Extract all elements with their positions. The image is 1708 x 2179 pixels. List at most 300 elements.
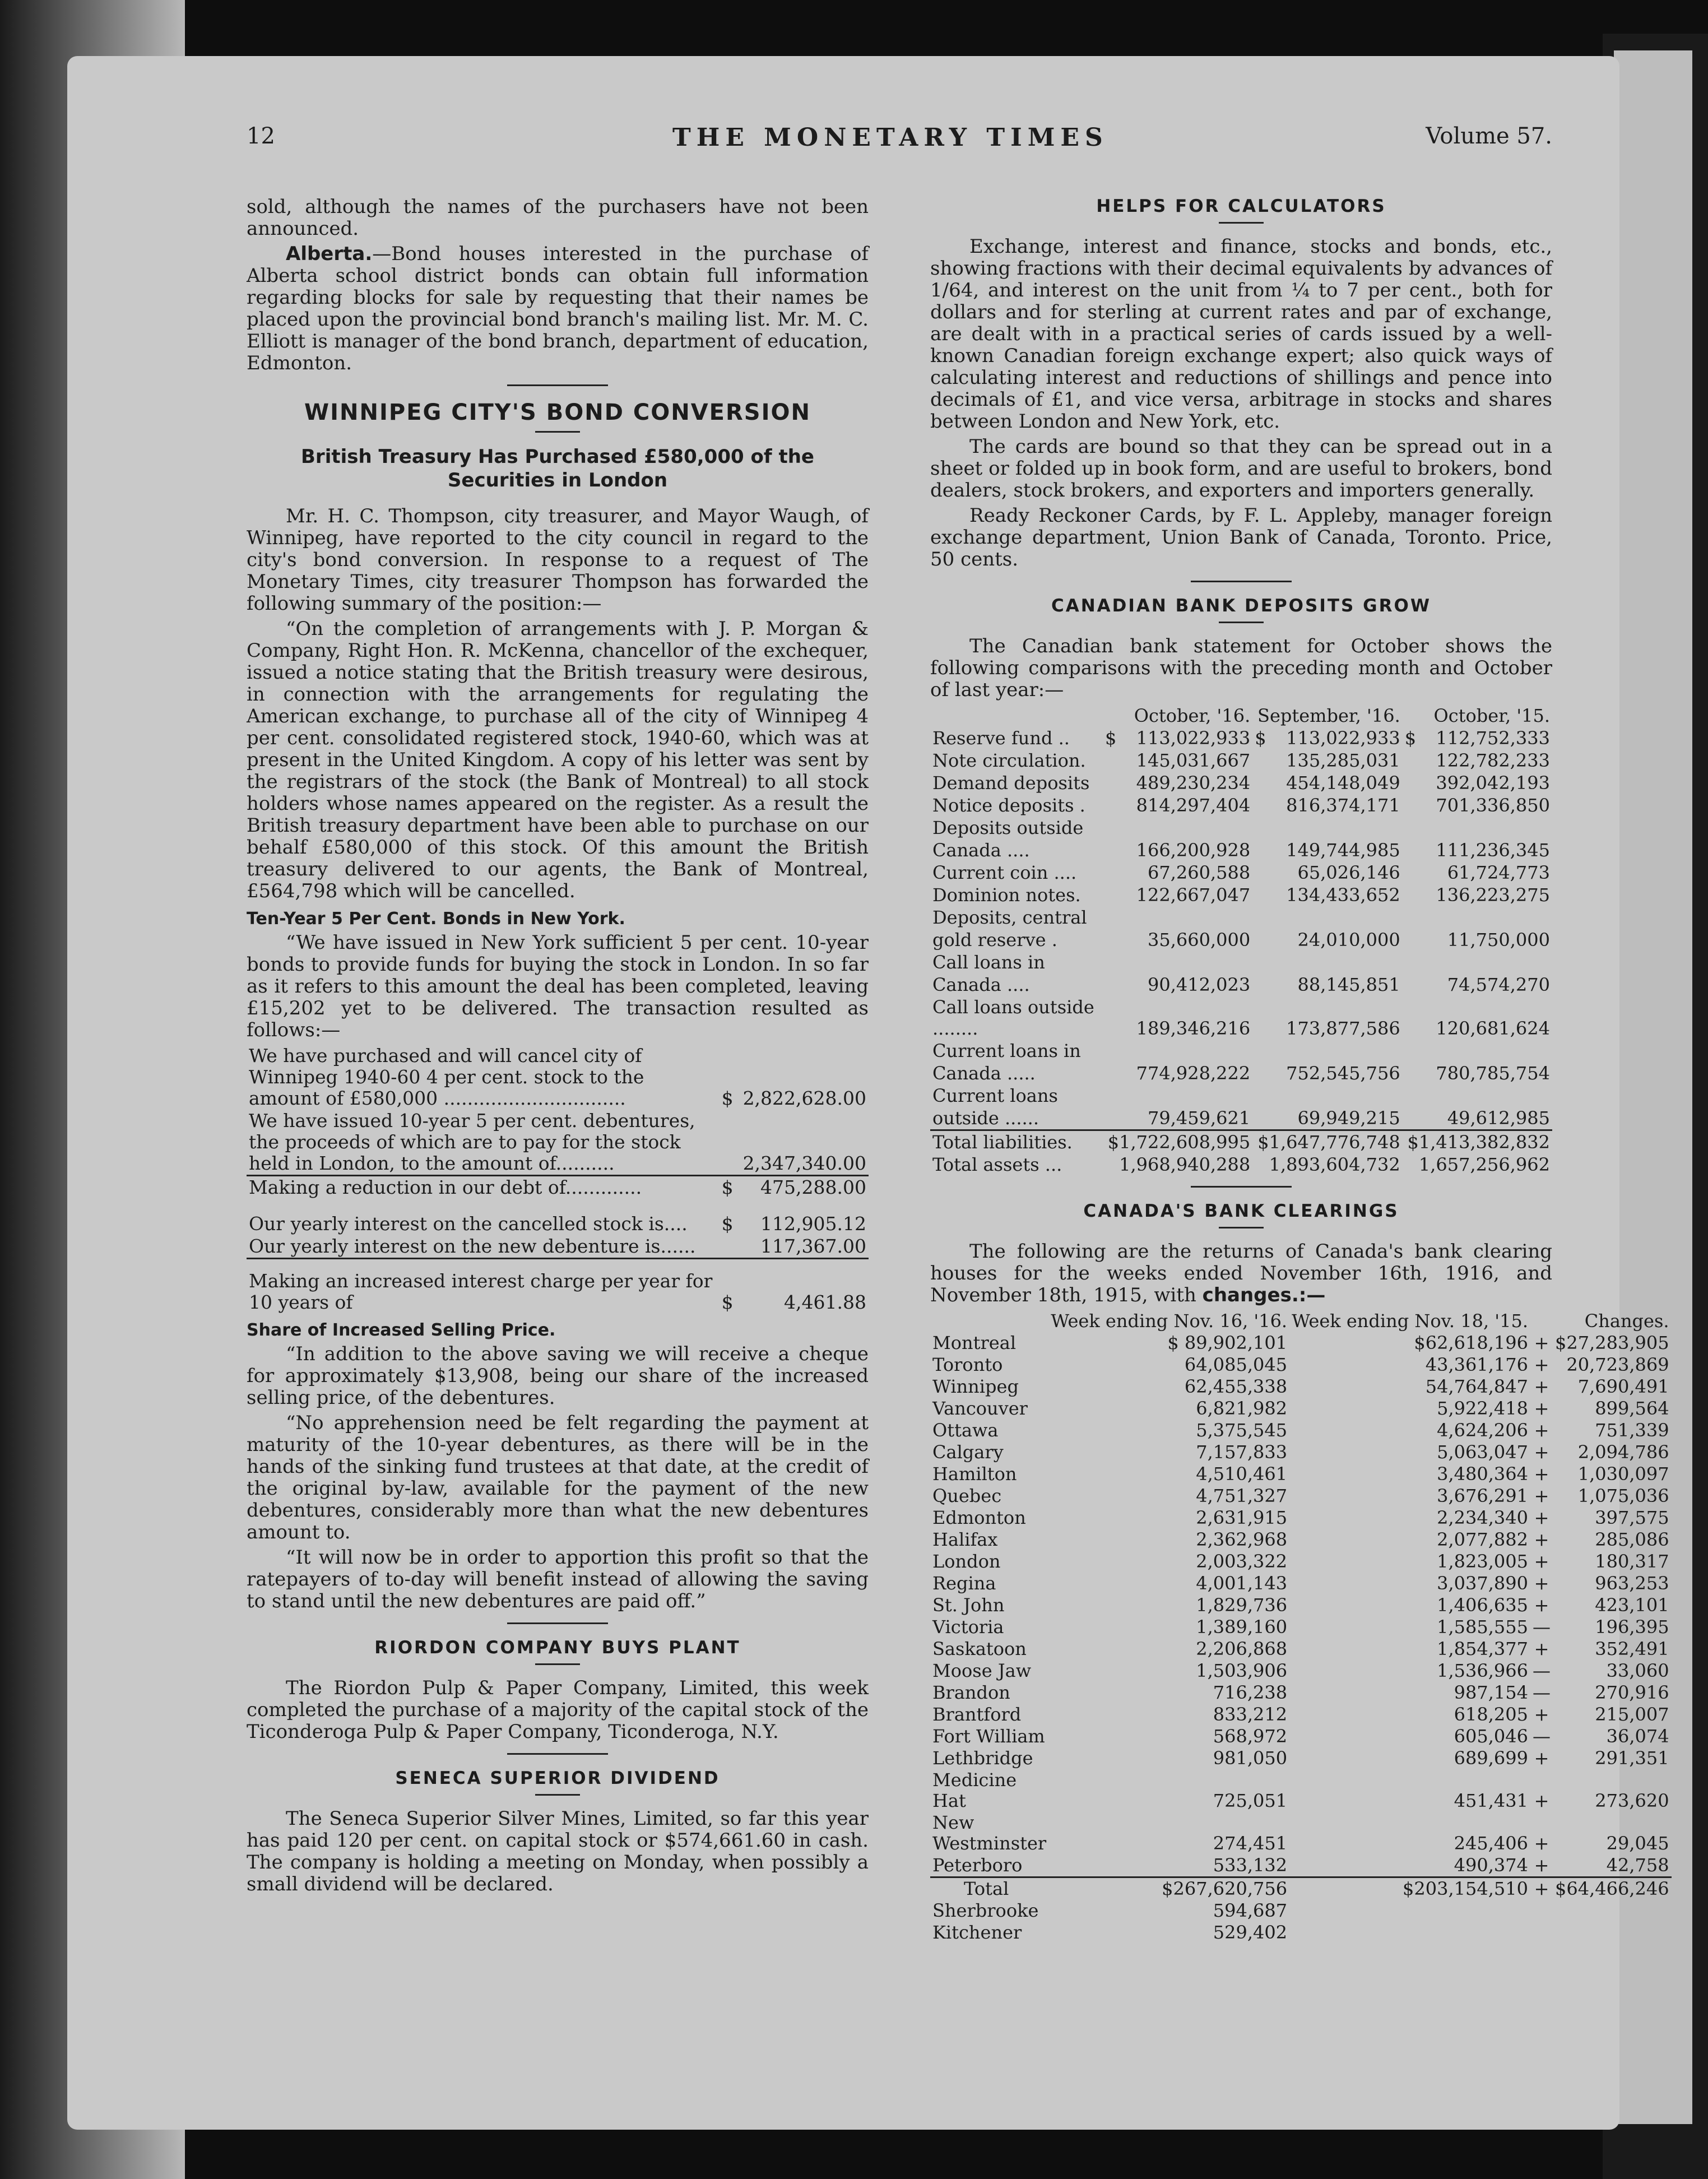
deposits-table [930, 704, 1552, 1176]
row-label: Total liabilities. [930, 1130, 1103, 1154]
clearings-extra-row [930, 1922, 1672, 1944]
value-oct15: 61,724,773 [1447, 862, 1550, 883]
row-label: Canada .... [932, 840, 1030, 861]
change-value: 270,916 [1595, 1682, 1669, 1703]
value-1915: 43,361,176 [1425, 1354, 1528, 1375]
value-1916: 4,751,327 [1196, 1485, 1288, 1506]
deposits-row [930, 951, 1552, 973]
currency-oct16 [1103, 906, 1123, 929]
clearings-row [930, 1812, 1672, 1855]
currency-sep16 [1252, 1040, 1273, 1062]
statement-row [247, 1235, 869, 1259]
city-name: Ottawa [932, 1420, 999, 1441]
clearings-row [930, 1376, 1672, 1398]
statement-amount: 112,905.12 [760, 1213, 866, 1235]
change-value: $64,466,246 [1553, 1877, 1672, 1900]
currency-sep16 [1252, 839, 1273, 861]
change-sign: + [1534, 1833, 1549, 1854]
value-1916: 833,212 [1213, 1704, 1288, 1725]
value-oct15 [1423, 817, 1552, 839]
value-1915: 2,234,340 [1437, 1507, 1528, 1528]
change-value: 42,758 [1606, 1855, 1669, 1876]
value-oct16: $1,722,608,995 [1103, 1130, 1252, 1154]
deposits-row [930, 973, 1552, 996]
value-1916: 62,455,338 [1184, 1376, 1288, 1397]
divider [1191, 581, 1292, 582]
row-label: Notice deposits . [932, 795, 1085, 816]
change-value: $27,283,905 [1554, 1332, 1669, 1353]
currency-sep16: $ [1255, 727, 1266, 749]
value-1916: 274,451 [1213, 1833, 1288, 1854]
divider [507, 384, 608, 386]
divider [507, 1622, 608, 1624]
statement-amount: 2,347,340.00 [742, 1152, 866, 1174]
value-1915: 490,374 [1454, 1855, 1528, 1876]
deposits-total-liabilities-row [930, 1130, 1552, 1154]
value-1916: 1,829,736 [1196, 1594, 1288, 1616]
value-oct16: 489,230,234 [1136, 772, 1251, 794]
value-1915: $62,618,196 [1414, 1332, 1528, 1353]
statement-amount: 117,367.00 [760, 1235, 866, 1257]
city-name: Saskatoon [932, 1638, 1027, 1659]
clearings-row [930, 1682, 1672, 1704]
row-label: Canada .... [932, 974, 1030, 995]
row-label: Demand deposits [932, 772, 1090, 794]
change-value: 423,101 [1595, 1594, 1669, 1616]
value-1916: 529,402 [1213, 1922, 1288, 1943]
change-value: 7,690,491 [1577, 1376, 1669, 1397]
currency-oct15: $ [1404, 727, 1417, 749]
value-oct16: 113,022,933 [1136, 727, 1251, 749]
clearings-row [930, 1463, 1672, 1485]
value-1916: 1,389,160 [1196, 1616, 1288, 1638]
value-sep16: 113,022,933 [1286, 727, 1400, 749]
value-oct16 [1123, 817, 1252, 839]
helps-paragraph-1: Exchange, interest and finance, stocks and bonds, etc., showing fractions with their decimal equivalents by advances of 1/64, and interest on the unit from ¼ to 7 per cent., both for dollars and for sterling at current rates and par of exchange, are dealt with in a practical series of cards issued by a well-known Canadian foreign exchange expert; also quick ways of calculating interest and reductions of shillings and pence into decimals of £1, and vice versa, arbitrage in stocks and shares between London and New York, etc. [930, 235, 1552, 433]
value-1915: 1,585,555 [1437, 1616, 1528, 1638]
currency-oct15 [1403, 996, 1423, 1040]
value-oct16 [1123, 906, 1252, 929]
clearings-row [930, 1638, 1672, 1660]
divider [535, 1663, 580, 1665]
statement-row [247, 1045, 869, 1110]
deposits-row [930, 1062, 1552, 1084]
change-sign: + [1534, 1594, 1549, 1616]
winnipeg-paragraph-4: “In addition to the above saving we will receive a cheque for approximately $13,908, being our share of the increased selling price, of the debentures. [247, 1343, 869, 1409]
clearings-row [930, 1507, 1672, 1529]
clearings-total-row [930, 1877, 1672, 1900]
row-label: Reserve fund .. [932, 727, 1070, 749]
change-value: 285,086 [1595, 1529, 1669, 1550]
change-sign: + [1534, 1485, 1549, 1506]
value-oct15: 122,782,233 [1436, 750, 1550, 771]
right-column [930, 196, 1669, 1944]
city-name: Kitchener [932, 1922, 1022, 1943]
change-sign: + [1534, 1354, 1549, 1375]
value-1916: 2,003,322 [1196, 1551, 1288, 1572]
statement-currency: $ [721, 1213, 734, 1235]
clearings-row [930, 1551, 1672, 1573]
deposits-row [930, 929, 1552, 951]
clearings-col-1915: Week ending Nov. 18, '15. [1292, 1310, 1528, 1332]
statement-label: We have issued 10-year 5 per cent. debentures, the proceeds of which are to pay for the stock held in London, to the amount of.......... [249, 1110, 695, 1174]
value-1915: 1,406,635 [1437, 1594, 1528, 1616]
clearings-row [930, 1855, 1672, 1877]
change-sign: — [1532, 1660, 1551, 1681]
city-name: Vancouver [932, 1398, 1028, 1419]
winnipeg-subhead-bonds: Ten-Year 5 Per Cent. Bonds in New York. [247, 909, 625, 929]
value-1916: 981,050 [1213, 1747, 1288, 1769]
clearings-row [930, 1769, 1672, 1812]
alberta-text: —Bond houses interested in the purchase of Alberta school district bonds can obtain full information regarding blocks for sale by requesting that their names be placed upon the provincial bond branch's mailing list. Mr. M. C. Elliott is manager of the bond branch, department of education, Edmonton. [247, 243, 869, 374]
currency-oct15 [1403, 951, 1423, 973]
value-sep16: 65,026,146 [1297, 862, 1400, 883]
value-1916: 7,157,833 [1196, 1441, 1288, 1463]
helps-paragraph-3: Ready Reckoner Cards, by F. L. Appleby, manager foreign exchange department, Union Bank of Canada, Toronto. Price, 50 cents. [930, 504, 1552, 571]
currency-sep16 [1252, 1062, 1273, 1084]
change-sign: + [1534, 1573, 1549, 1594]
city-name: Fort William [932, 1726, 1045, 1747]
value-sep16: 134,433,652 [1286, 884, 1400, 906]
helps-title: HELPS FOR CALCULATORS [1096, 196, 1386, 216]
change-value: 352,491 [1595, 1638, 1669, 1659]
divider [535, 431, 580, 433]
city-name: Lethbridge [932, 1747, 1033, 1769]
statement-row [247, 1176, 869, 1199]
city-name: Hamilton [932, 1463, 1017, 1485]
deposits-row [930, 1107, 1552, 1130]
currency-oct15 [1403, 1062, 1423, 1084]
row-label: Current loans [932, 1085, 1058, 1106]
city-name: Peterboro [932, 1855, 1023, 1876]
currency-oct15 [1403, 884, 1423, 906]
alberta-label: Alberta. [286, 243, 373, 265]
change-value: 20,723,869 [1566, 1354, 1669, 1375]
change-sign: + [1534, 1507, 1549, 1528]
currency-oct16 [1103, 749, 1123, 772]
row-label: Canada ..... [932, 1063, 1036, 1084]
change-sign: + [1534, 1376, 1549, 1397]
deposits-col-sep16: September, '16. [1257, 705, 1400, 726]
currency-sep16 [1252, 996, 1273, 1040]
statement-row [247, 1199, 869, 1235]
statement-currency: $ [720, 1176, 741, 1199]
currency-oct15 [1403, 817, 1423, 839]
value-1916: 716,238 [1213, 1682, 1288, 1703]
city-name: St. John [932, 1594, 1005, 1616]
row-label: Current coin .... [932, 862, 1077, 883]
value-sep16: 1,893,604,732 [1269, 1154, 1400, 1175]
winnipeg-paragraph-6: “It will now be in order to apportion this profit so that the ratepayers of to-day will benefit instead of allowing the saving to stand until the new debentures are paid off.” [247, 1546, 869, 1612]
value-oct16: 35,660,000 [1148, 929, 1251, 951]
statement-amount: 2,822,628.00 [742, 1087, 866, 1109]
change-sign: — [1532, 1682, 1551, 1703]
value-1915: 2,077,882 [1437, 1529, 1528, 1550]
row-label: Dominion notes. [932, 884, 1081, 906]
clearings-col-1916: Week ending Nov. 16, '16. [1051, 1310, 1288, 1332]
value-oct16: 90,412,023 [1148, 974, 1251, 995]
statement-label: Making a reduction in our debt of............. [247, 1176, 720, 1199]
clearings-row [930, 1332, 1672, 1354]
currency-oct15 [1403, 1084, 1423, 1107]
clearings-row [930, 1747, 1672, 1769]
clearings-row [930, 1441, 1672, 1463]
change-sign: + [1534, 1551, 1549, 1572]
riordon-title: RIORDON COMPANY BUYS PLANT [374, 1638, 741, 1658]
alberta-paragraph [247, 243, 869, 374]
clearings-row [930, 1594, 1672, 1616]
deposits-row [930, 1040, 1552, 1062]
currency-sep16 [1252, 861, 1273, 884]
statement-row [247, 1259, 869, 1314]
deposits-row [930, 772, 1552, 794]
value-1915: 5,922,418 [1437, 1398, 1528, 1419]
intro-paragraph: sold, although the names of the purchasers have not been announced. [247, 196, 869, 240]
divider [1191, 1186, 1292, 1188]
value-sep16 [1273, 951, 1403, 973]
divider [1219, 1227, 1264, 1228]
page-content [247, 112, 1669, 2096]
value-1915: 987,154 [1454, 1682, 1528, 1703]
currency-oct16 [1103, 1040, 1123, 1062]
value-1915: 3,676,291 [1437, 1485, 1528, 1506]
clearings-title: CANADA'S BANK CLEARINGS [1083, 1201, 1399, 1221]
deposits-row [930, 861, 1552, 884]
value-oct16: 189,346,216 [1136, 1018, 1251, 1039]
deposits-row [930, 884, 1552, 906]
clearings-row [930, 1354, 1672, 1376]
currency-oct16 [1103, 1062, 1123, 1084]
value-1916: 64,085,045 [1184, 1354, 1288, 1375]
change-value: 29,045 [1606, 1833, 1669, 1854]
currency-oct16 [1103, 973, 1123, 996]
city-name: Halifax [932, 1529, 998, 1550]
clearings-header-row [930, 1310, 1672, 1332]
value-1915: 3,480,364 [1437, 1463, 1528, 1485]
change-value: 963,253 [1595, 1573, 1669, 1594]
clearings-row [930, 1704, 1672, 1726]
divider [535, 1794, 580, 1796]
page-number: 12 [247, 123, 275, 149]
clearings-table [930, 1310, 1672, 1944]
row-label: Total assets ... [932, 1154, 1062, 1175]
value-oct16: 774,928,222 [1136, 1063, 1251, 1084]
currency-sep16 [1252, 794, 1273, 817]
seneca-title: SENECA SUPERIOR DIVIDEND [395, 1768, 720, 1788]
value-1915: 5,063,047 [1437, 1441, 1528, 1463]
winnipeg-subtitle: British Treasury Has Purchased £580,000 of the Securities in London [301, 446, 814, 492]
value-1915: 4,624,206 [1437, 1420, 1528, 1441]
statement-label: We have purchased and will cancel city of Winnipeg 1940-60 4 per cent. stock to the amount of £580,000 ............................... [249, 1045, 644, 1109]
winnipeg-paragraph-2: “On the completion of arrangements with J. P. Morgan & Company, Right Hon. R. McKenna, chancellor of the exchequer, issued a notice stating that the British treasury were desirous, in connection with the arrangements for regulating the American exchange, to purchase all of the city of Winnipeg 4 per cent. consolidated registered stock, 1940-60, which was at present in the United Kingdom. A copy of his letter was sent by the registrars of the stock (the Bank of Montreal) to all stock holders whose names appeared on the register. As a result the British treasury department have been able to purchase on our behalf £580,000 of this stock. Of this amount the British treasury delivered to our agents, the Bank of Montreal, £564,798 which will be cancelled. [247, 618, 869, 902]
value-oct16: 122,667,047 [1136, 884, 1251, 906]
value-sep16: 149,744,985 [1286, 840, 1400, 861]
city-name: Moose Jaw [932, 1660, 1032, 1681]
value-sep16: 69,949,215 [1297, 1107, 1400, 1129]
change-value: 397,575 [1595, 1507, 1669, 1528]
change-value: 291,351 [1595, 1747, 1669, 1769]
currency-sep16 [1252, 929, 1273, 951]
deposits-col-oct15: October, '15. [1433, 705, 1550, 726]
deposits-row [930, 1084, 1552, 1107]
value-1916: 2,206,868 [1196, 1638, 1288, 1659]
city-name: Montreal [932, 1332, 1017, 1353]
value-1915: 689,699 [1454, 1747, 1528, 1769]
change-value: 215,007 [1595, 1704, 1669, 1725]
row-label: Note circulation. [932, 750, 1086, 771]
currency-oct15 [1403, 929, 1423, 951]
deposits-row [930, 906, 1552, 929]
row-label: Current loans in [932, 1040, 1081, 1061]
city-name: London [932, 1551, 1001, 1572]
value-oct15: 49,612,985 [1447, 1107, 1550, 1129]
change-sign: + [1534, 1638, 1549, 1659]
change-sign: + [1534, 1332, 1549, 1353]
value-1916: 1,503,906 [1196, 1660, 1288, 1681]
value-oct16 [1123, 1084, 1252, 1107]
value-oct15: 1,657,256,962 [1418, 1154, 1550, 1175]
value-oct16: 1,968,940,288 [1119, 1154, 1251, 1175]
change-value: 751,339 [1595, 1420, 1669, 1441]
value-oct15: 111,236,345 [1436, 840, 1550, 861]
value-1916: 5,375,545 [1196, 1420, 1288, 1441]
city-name: Winnipeg [932, 1376, 1019, 1397]
change-sign: + [1534, 1441, 1549, 1463]
value-oct15: 120,681,624 [1436, 1018, 1550, 1039]
currency-sep16 [1252, 772, 1273, 794]
value-oct15: 112,752,333 [1436, 727, 1550, 749]
city-name: Quebec [932, 1485, 1002, 1506]
value-1916: 2,362,968 [1196, 1529, 1288, 1550]
value-oct15 [1423, 1040, 1552, 1062]
currency-sep16 [1252, 906, 1273, 929]
statement-currency: $ [720, 1259, 741, 1314]
value-sep16 [1273, 817, 1403, 839]
city-name: Sherbrooke [932, 1900, 1039, 1921]
currency-sep16 [1252, 817, 1273, 839]
row-label: Call loans outside ........ [932, 996, 1094, 1039]
value-oct16: 79,459,621 [1148, 1107, 1251, 1129]
deposits-row [930, 817, 1552, 839]
value-oct15: 701,336,850 [1436, 795, 1550, 816]
value-sep16: 173,877,586 [1286, 1018, 1400, 1039]
value-oct16: 166,200,928 [1136, 840, 1251, 861]
value-1915: 451,431 [1454, 1790, 1528, 1811]
currency-sep16 [1252, 973, 1273, 996]
value-sep16: 24,010,000 [1297, 929, 1400, 951]
statement-label: Making an increased interest charge per year for 10 years of [247, 1259, 720, 1314]
currency-oct16 [1103, 1107, 1123, 1130]
value-1915: 618,205 [1454, 1704, 1528, 1725]
clearings-row [930, 1616, 1672, 1638]
row-label: Call loans in [932, 952, 1045, 973]
value-1916: 4,510,461 [1196, 1463, 1288, 1485]
divider [1219, 222, 1264, 224]
value-sep16 [1273, 906, 1403, 929]
clearings-row [930, 1573, 1672, 1594]
change-sign: + [1534, 1855, 1549, 1876]
value-oct16: 145,031,667 [1136, 750, 1251, 771]
value-sep16 [1273, 1084, 1403, 1107]
value-sep16: 454,148,049 [1286, 772, 1400, 794]
clearings-intro: The following are the returns of Canada's bank clearing houses for the weeks ended November 16th, 1916, and November 18th, 1915, with changes.:— [930, 1240, 1552, 1306]
value-sep16: 135,285,031 [1286, 750, 1400, 771]
clearings-row [930, 1726, 1672, 1747]
statement-amount: 475,288.00 [741, 1176, 869, 1199]
city-name: Total [930, 1877, 1048, 1900]
value-1916: 594,687 [1213, 1900, 1288, 1921]
clearings-row [930, 1485, 1672, 1507]
deposits-header-row [930, 704, 1552, 727]
change-sign: + [1534, 1398, 1549, 1419]
value-sep16: $1,647,776,748 [1252, 1130, 1403, 1154]
change-sign: + [1534, 1420, 1549, 1441]
value-1915: 54,764,847 [1425, 1376, 1528, 1397]
deposits-row [930, 794, 1552, 817]
clearings-row [930, 1529, 1672, 1551]
bond-statement-table [247, 1045, 869, 1314]
clearings-row [930, 1660, 1672, 1682]
city-name: Calgary [932, 1441, 1004, 1463]
value-1916: 725,051 [1213, 1790, 1288, 1811]
deposits-total-assets-row [930, 1153, 1552, 1176]
clearings-row [930, 1420, 1672, 1441]
value-oct15: 780,785,754 [1436, 1063, 1550, 1084]
value-1915: 605,046 [1454, 1726, 1528, 1747]
value-oct16 [1123, 1040, 1252, 1062]
value-1916: 568,972 [1213, 1726, 1288, 1747]
masthead: THE MONETARY TIMES [672, 123, 1108, 152]
value-1915: $203,154,510 [1289, 1877, 1530, 1900]
city-name: Regina [932, 1573, 996, 1594]
currency-oct16 [1103, 1084, 1123, 1107]
value-1915: 3,037,890 [1437, 1573, 1528, 1594]
change-value: 1,030,097 [1577, 1463, 1669, 1485]
value-oct16: 814,297,404 [1136, 795, 1251, 816]
row-label: gold reserve . [932, 929, 1057, 951]
left-column [247, 196, 869, 1899]
currency-oct16 [1103, 772, 1123, 794]
value-oct15 [1423, 1084, 1552, 1107]
currency-oct16 [1103, 929, 1123, 951]
change-value: 180,317 [1595, 1551, 1669, 1572]
winnipeg-paragraph-5: “No apprehension need be felt regarding the payment at maturity of the 10-year debentures, as there will be in the hands of the sinking fund trustees at that date, at the credit of the original by-law, available for the payment of the new debentures, considerably more than what the new debentures amount to. [247, 1412, 869, 1543]
statement-label: Our yearly interest on the new debenture is...... [249, 1235, 696, 1257]
deposits-row [930, 996, 1552, 1040]
currency-oct16 [1103, 884, 1123, 906]
currency-oct16 [1103, 951, 1123, 973]
change-sign: + [1534, 1790, 1549, 1811]
winnipeg-paragraph-3: “We have issued in New York sufficient 5 per cent. 10-year bonds to provide funds for buying the stock in London. In so far as it refers to this amount the deal has been completed, leaving £15,202 yet to be delivered. The transaction resulted as follows:— [247, 931, 869, 1041]
currency-sep16 [1252, 951, 1273, 973]
page-header [247, 123, 1552, 163]
currency-oct15 [1403, 749, 1423, 772]
riordon-paragraph: The Riordon Pulp & Paper Company, Limited, this week completed the purchase of a majority of the capital stock of the Ticonderoga Pulp & Paper Company, Ticonderoga, N.Y. [247, 1677, 869, 1743]
change-sign: + [1534, 1747, 1549, 1769]
divider [1219, 622, 1264, 623]
value-sep16: 816,374,171 [1286, 795, 1400, 816]
volume-label: Volume 57. [1426, 123, 1552, 149]
value-1915: 1,823,005 [1437, 1551, 1528, 1572]
value-1915: 1,854,377 [1437, 1638, 1528, 1659]
currency-sep16 [1252, 884, 1273, 906]
change-value: 899,564 [1595, 1398, 1669, 1419]
value-1916: $267,620,756 [1048, 1877, 1289, 1900]
value-1915: 1,536,966 [1437, 1660, 1528, 1681]
statement-amount: 4,461.88 [741, 1259, 869, 1314]
seneca-paragraph: The Seneca Superior Silver Mines, Limited, so far this year has paid 120 per cent. on capital stock or $574,661.60 in cash. The company is holding a meeting on Monday, when possibly a small dividend will be declared. [247, 1807, 869, 1895]
value-oct15: $1,413,382,832 [1403, 1130, 1552, 1154]
